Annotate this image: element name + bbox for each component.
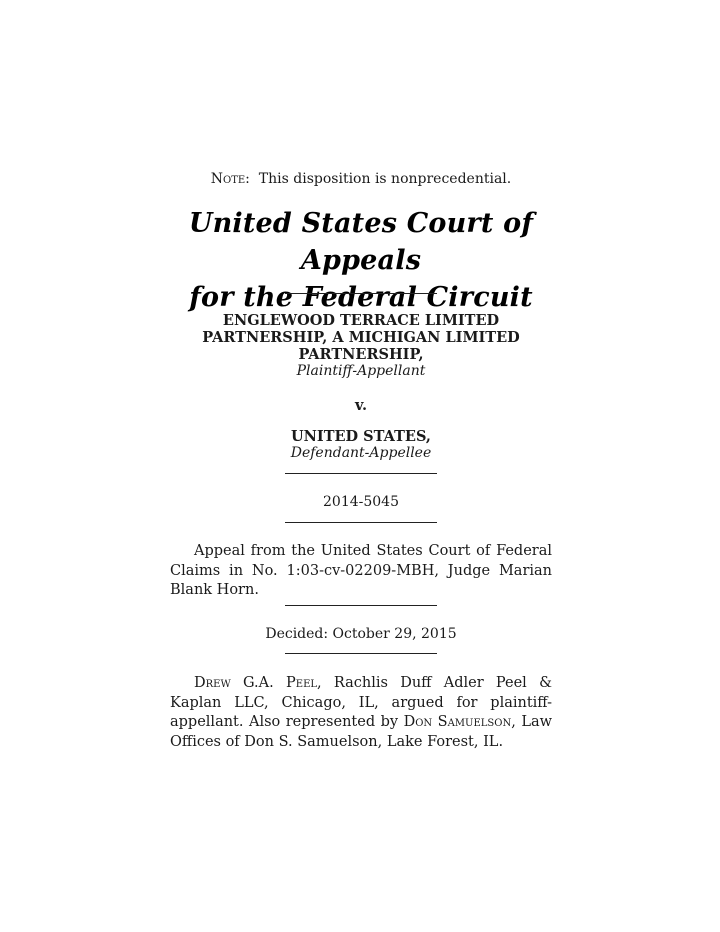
court-title-line2: for the Federal Circuit (189, 282, 533, 313)
counsel-paragraph (170, 674, 552, 752)
note-label: Note: (210, 171, 250, 187)
appellee-block (170, 428, 552, 462)
divider-rule (285, 522, 437, 523)
divider-rule (285, 293, 437, 294)
decided-date: Decided: October 29, 2015 (265, 626, 457, 642)
divider-rule (285, 605, 437, 606)
appellant-block (170, 312, 552, 380)
appellant-name-line2: PARTNERSHIP, A MICHIGAN LIMITED (202, 329, 520, 346)
appellee-role: Defendant-Appellee (290, 445, 432, 461)
appellant-name-line3: PARTNERSHIP, (298, 346, 424, 363)
divider-rule (285, 653, 437, 654)
counsel-text-2: , Law Offices of Don S. Samuelson, Lake Forest, IL. (170, 714, 553, 750)
appeal-paragraph: Appeal from the United States Court of Federal Claims in No. 1:03-cv-02209-MBH, Judge Marian Blank Horn. (170, 543, 552, 598)
appellant-role: Plaintiff-Appellant (296, 363, 426, 379)
court-title-line1: United States Court of Appeals (188, 208, 534, 276)
court-title (170, 205, 552, 316)
counsel-name-1: Drew G.A. Peel (194, 675, 318, 691)
note-text: This disposition is nonprecedential. (258, 171, 512, 187)
counsel-name-2: Don Samuelson (403, 714, 512, 730)
versus-label: v. (354, 397, 367, 414)
counsel-text-1: , Rachlis Duff Adler Peel & Kaplan LLC, Chicago, IL, argued for plaintiff-appellant. Also represented by (170, 675, 552, 730)
appellee-name: UNITED STATES, (291, 428, 431, 445)
divider-rule (285, 473, 437, 474)
docket-number: 2014-5045 (323, 494, 399, 510)
note-line (170, 171, 552, 187)
appellant-name-line1: ENGLEWOOD TERRACE LIMITED (222, 312, 500, 329)
